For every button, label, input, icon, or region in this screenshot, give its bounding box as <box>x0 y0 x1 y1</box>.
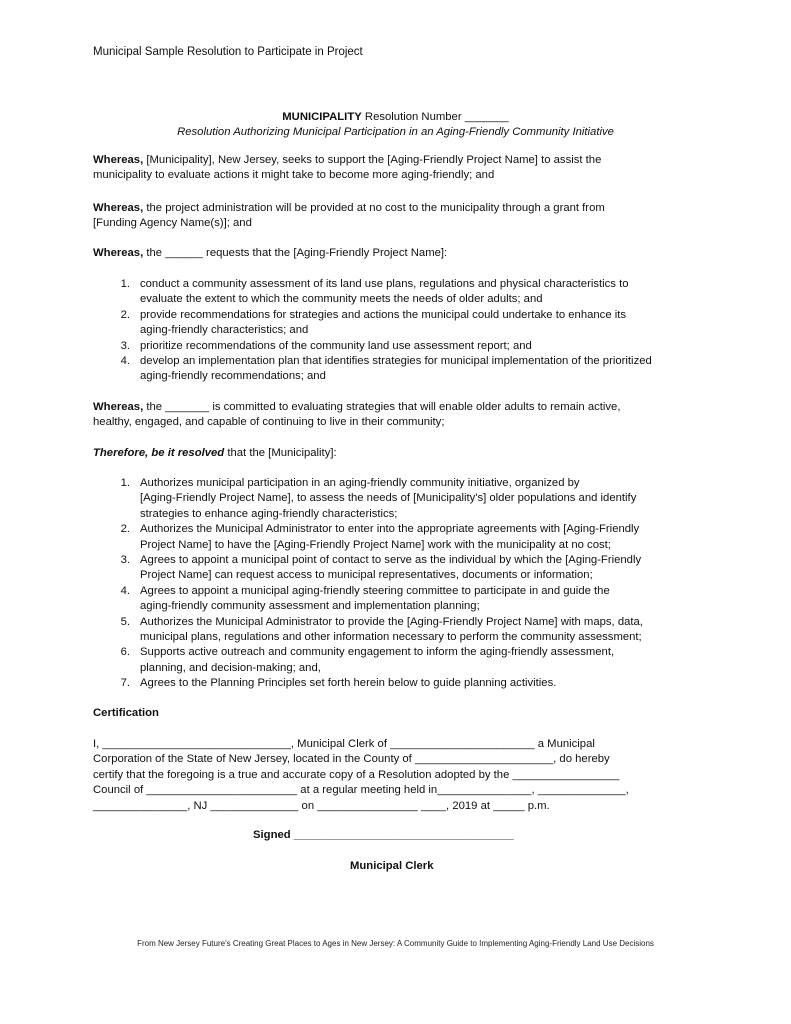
list-text: Project Name] to have the [Aging-Friendly Project Name] work with the municipality at no cost; <box>140 538 611 551</box>
list-text: Authorizes municipal participation in an aging-friendly community initiative, organized by <box>140 477 580 489</box>
list-text: evaluate the extent to which the community meets the needs of older adults; and <box>140 293 543 306</box>
list-text: aging-friendly characteristics; and <box>140 324 309 337</box>
whereas-lead: Whereas, <box>93 401 144 413</box>
list-item <box>110 476 710 522</box>
list-number: 7. <box>120 677 130 690</box>
whereas-paragraph-2 <box>93 201 693 232</box>
list-number: 6. <box>120 646 130 659</box>
list-item <box>110 522 710 553</box>
list-text: [Aging-Friendly Project Name], to assess the needs of [Municipality's] older populations and identify <box>140 492 637 505</box>
page-header: Municipal Sample Resolution to Participate in Project <box>93 46 363 58</box>
certification-text <box>93 737 693 814</box>
list-text: planning, and decision-making; and, <box>140 661 321 674</box>
whereas-text: [Municipality], New Jersey, seeks to support the [Aging-Friendly Project Name] to assist the <box>143 154 602 166</box>
list-number: 2. <box>120 523 130 536</box>
page-footer: From New Jersey Future's Creating Great Places to Ages in New Jersey: A Community Guide to Implementing Aging-Friendly Land Use Decisions <box>137 939 654 948</box>
certification-line: _______________, NJ ______________ on ________________ ____, 2019 at _____ p.m. <box>93 799 550 812</box>
list-number: 4. <box>120 584 130 597</box>
list-text: conduct a community assessment of its land use plans, regulations and physical characteristics to <box>140 278 629 290</box>
therefore-text: that the [Municipality]: <box>224 447 337 459</box>
list-item <box>110 308 710 339</box>
list-text: Project Name] can request access to municipal representatives, documents or information; <box>140 569 593 582</box>
title-number: Resolution Number _______ <box>361 111 509 123</box>
list-text: Authorizes the Municipal Administrator to enter into the appropriate agreements with [Aging-Friendly <box>140 523 640 536</box>
resolution-list <box>110 476 710 692</box>
list-number: 3. <box>120 339 130 352</box>
whereas-text: healthy, engaged, and capable of continuing to live in their community; <box>93 416 445 429</box>
clerk-title: Municipal Clerk <box>350 860 434 872</box>
list-text: strategies to enhance aging-friendly characteristics; <box>140 507 398 520</box>
whereas-text: the _______ is committed to evaluating strategies that will enable older adults to remain active, <box>143 401 621 413</box>
list-text: develop an implementation plan that identifies strategies for municipal implementation of the prioritized <box>140 355 652 368</box>
therefore-paragraph <box>93 446 693 461</box>
title-municipality: MUNICIPALITY <box>282 111 362 123</box>
list-text: Authorizes the Municipal Administrator to provide the [Aging-Friendly Project Name] with maps, data, <box>140 615 643 628</box>
certification-line: Council of ________________________ at a regular meeting held in_______________, ______________, <box>93 784 629 797</box>
list-text: municipal plans, regulations and other information necessary to perform the community assessment; <box>140 631 642 644</box>
list-text: aging-friendly recommendations; and <box>140 370 326 383</box>
certification-line: Corporation of the State of New Jersey, located in the County of ______________________, do hereby <box>93 753 610 766</box>
whereas-text: [Funding Agency Name(s)]; and <box>93 217 252 230</box>
list-text: Agrees to appoint a municipal point of contact to serve as the individual by which the [Aging-Friendly <box>140 554 642 567</box>
whereas-text: the project administration will be provided at no cost to the municipality through a grant from <box>143 202 605 214</box>
list-item <box>110 354 710 385</box>
whereas-lead: Whereas, <box>93 202 144 214</box>
list-text: aging-friendly community assessment and implementation planning; <box>140 600 480 613</box>
whereas-paragraph-1 <box>93 153 693 184</box>
list-text: provide recommendations for strategies and actions the municipal could undertake to enhance its <box>140 308 627 321</box>
list-text: prioritize recommendations of the community land use assessment report; and <box>140 339 532 352</box>
whereas-text: municipality to evaluate actions it might take to become more aging-friendly; and <box>93 169 495 182</box>
list-item <box>110 645 710 676</box>
whereas-paragraph-4 <box>93 400 693 431</box>
list-item <box>110 339 710 354</box>
list-text: Agrees to appoint a municipal aging-friendly steering committee to participate in and guide the <box>140 584 610 597</box>
certification-line: certify that the foregoing is a true and accurate copy of a Resolution adopted by the _________________ <box>93 768 620 781</box>
request-list <box>110 277 710 385</box>
resolution-title <box>0 110 791 125</box>
certification-heading: Certification <box>93 707 159 719</box>
list-item <box>110 553 710 584</box>
list-item <box>110 277 710 308</box>
list-item <box>110 584 710 615</box>
list-number: 2. <box>120 308 130 321</box>
list-number: 1. <box>120 278 130 290</box>
whereas-lead: Whereas, <box>93 154 144 166</box>
therefore-lead: Therefore, be it resolved <box>93 447 225 459</box>
list-number: 3. <box>120 554 130 567</box>
list-text: Supports active outreach and community engagement to inform the aging-friendly assessment, <box>140 646 615 659</box>
list-text: Agrees to the Planning Principles set forth herein below to guide planning activities. <box>140 677 557 690</box>
list-number: 1. <box>120 477 130 489</box>
certification-line: I, ______________________________, Municipal Clerk of _______________________ a Municipal <box>93 738 595 750</box>
list-number: 4. <box>120 355 130 368</box>
whereas-lead: Whereas, <box>93 247 144 259</box>
signature-line: Signed ___________________________________ <box>253 829 514 841</box>
whereas-text: the ______ requests that the [Aging-Friendly Project Name]: <box>143 247 448 259</box>
list-item <box>110 676 710 691</box>
resolution-subtitle: Resolution Authorizing Municipal Participation in an Aging-Friendly Community Initiative <box>177 126 614 138</box>
list-number: 5. <box>120 615 130 628</box>
list-item <box>110 615 710 646</box>
whereas-paragraph-3 <box>93 246 693 261</box>
